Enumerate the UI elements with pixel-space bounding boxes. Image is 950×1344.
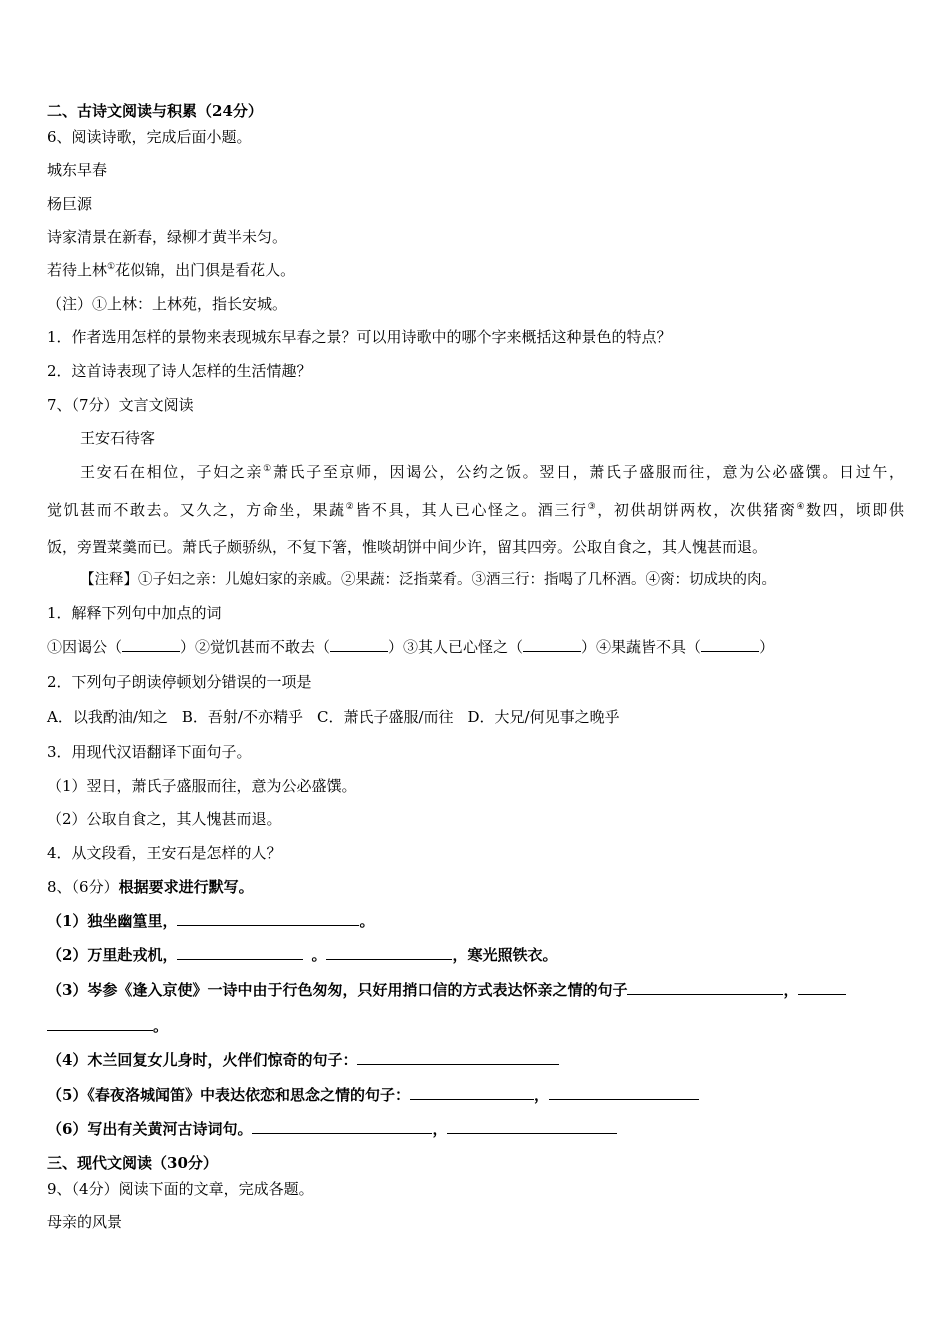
q8-l3-text: （3）岑参《逢入京使》一诗中由于行色匆匆，只好用捎口信的方式表达怀亲之情的句子 [47, 981, 628, 999]
q9-title: 母亲的风景 [47, 1213, 123, 1231]
q8-l6-comma: ， [432, 1120, 448, 1138]
word-item-3: ）③其人已心怪之（ [388, 638, 524, 656]
footnote-mark: ④ [796, 502, 807, 512]
poem-note: （注）①上林：上林苑，指长安城。 [47, 295, 288, 313]
footnote-mark: ② [345, 502, 356, 512]
q8-line-5 [47, 1085, 699, 1105]
option-d[interactable]: D．大兄/何见事之晚乎 [467, 708, 620, 726]
paren-close: ） [759, 638, 775, 656]
answer-blank[interactable] [447, 1119, 617, 1134]
q7-sub3: 3．用现代汉语翻译下面句子。 [47, 743, 252, 761]
poem-line-2-part-a: 若待上林 [47, 261, 108, 279]
poem-author: 杨巨源 [47, 195, 93, 213]
answer-blank[interactable] [326, 945, 452, 960]
q7-sub2: 2．下列句子朗读停顿划分错误的一项是 [47, 673, 312, 691]
poem-line-2-part-b: 花似锦，出门俱是看花人。 [115, 261, 296, 279]
answer-blank[interactable] [330, 637, 388, 652]
q8-l5-comma: ， [533, 1086, 549, 1104]
q7-sub1: 1．解释下列句中加点的词 [47, 604, 222, 622]
poem-line-2 [47, 260, 295, 280]
option-a[interactable]: A．以我酌油/知之 [47, 708, 168, 726]
q8-line-4 [47, 1050, 559, 1070]
q7-sub3-1: （1）翌日，萧氏子盛服而往，意为公必盛馔。 [47, 777, 357, 795]
poem-title: 城东早春 [47, 161, 108, 179]
q7-sub2-options [47, 707, 620, 727]
q8-instruction: 根据要求进行默写。 [118, 878, 254, 896]
q8-line-3-cont [47, 1016, 168, 1036]
word-item-2: ）②觉饥甚而不敢去（ [180, 638, 331, 656]
answer-blank[interactable] [627, 980, 783, 995]
q7-sub3-2: （2）公取自食之，其人愧甚而退。 [47, 810, 282, 828]
q8-line-3 [47, 980, 846, 1000]
footnote-mark: ① [263, 464, 273, 474]
footnote-mark: ① [107, 262, 116, 272]
q8-line-1 [47, 911, 374, 931]
answer-blank[interactable] [523, 637, 581, 652]
q8-l2-mid: 。 [311, 946, 327, 964]
para-2-part-b: 皆不具，其人已心怪之。酒三行 [355, 501, 588, 519]
para-2-part-d: 数四，顷即供 [806, 501, 904, 519]
answer-blank[interactable] [549, 1085, 699, 1100]
option-c[interactable]: C．萧氏子盛服/而往 [316, 708, 454, 726]
q7-para-line-2 [47, 500, 904, 520]
q8-l1-end: 。 [359, 912, 375, 930]
q6-sub2: 2．这首诗表现了诗人怎样的生活情趣？ [47, 362, 312, 380]
answer-blank[interactable] [701, 637, 759, 652]
word-item-4: ）④果蔬皆不具（ [581, 638, 702, 656]
para-1-part-b: 萧氏子至京师，因谒公，公约之饭。翌日，萧氏子盛服而往，意为公必盛馔。日过午， [272, 463, 904, 481]
word-item-1: ①因谒公（ [47, 638, 123, 656]
q7-intro: 7、（7分）文言文阅读 [47, 396, 194, 414]
q8-line-2 [47, 945, 557, 965]
para-2-part-c: ，初供胡饼两枚，次供猪脔 [597, 501, 797, 519]
answer-blank[interactable] [798, 980, 846, 995]
q6-sub1: 1．作者选用怎样的景物来表现城东早春之景？可以用诗歌中的哪个字来概括这种景色的特点？ [47, 328, 672, 346]
answer-blank[interactable] [177, 945, 303, 960]
q7-sub1-items [47, 637, 774, 657]
q7-sub4: 4．从文段看，王安石是怎样的人？ [47, 844, 282, 862]
q8-score: 8、（6分） [47, 878, 119, 896]
q7-notes: 【注释】①子妇之亲：儿媳妇家的亲戚。②果蔬：泛指菜肴。③酒三行：指喝了几杯酒。④脔：切成块的肉。 [80, 572, 776, 588]
answer-blank[interactable] [410, 1085, 534, 1100]
q7-para-line-3: 饭，旁置菜羹而已。萧氏子颇骄纵，不复下箸，惟啖胡饼中间少许，留其四旁。公取自食之，其人愧甚而退。 [47, 538, 768, 556]
para-1-part-a: 王安石在相位，子妇之亲 [80, 463, 264, 481]
q8-l6-text: （6）写出有关黄河古诗词句。 [47, 1120, 253, 1138]
answer-blank[interactable] [47, 1016, 153, 1031]
para-2-part-a: 觉饥甚而不敢去。又久之，方命坐，果蔬 [47, 501, 346, 519]
option-b[interactable]: B．吾射/不亦精乎 [181, 708, 303, 726]
answer-blank[interactable] [177, 911, 359, 926]
q7-title: 王安石待客 [80, 429, 156, 447]
q7-para-line-1 [80, 462, 904, 482]
q8-l3-comma: ， [783, 981, 799, 999]
q8-intro [47, 877, 254, 897]
q8-l2-text: （2）万里赴戎机， [47, 946, 178, 964]
q8-l4-text: （4）木兰回复女儿身时，火伴们惊奇的句子： [47, 1051, 358, 1069]
q8-line-6 [47, 1119, 617, 1139]
q8-l3-end: 。 [153, 1017, 169, 1035]
poem-line-1: 诗家清景在新春，绿柳才黄半未匀。 [47, 228, 288, 246]
section3-heading: 三、现代文阅读（30分） [47, 1154, 218, 1172]
q9-intro: 9、（4分）阅读下面的文章，完成各题。 [47, 1180, 314, 1198]
q8-l2-end: ，寒光照铁衣。 [452, 946, 558, 964]
q8-l5-text: （5）《春夜洛城闻笛》中表达依恋和思念之情的句子： [47, 1086, 410, 1104]
answer-blank[interactable] [122, 637, 180, 652]
footnote-mark: ③ [587, 502, 598, 512]
answer-blank[interactable] [252, 1119, 432, 1134]
answer-blank[interactable] [357, 1050, 559, 1065]
q6-intro: 6、阅读诗歌，完成后面小题。 [47, 128, 252, 146]
q8-l1-text: （1）独坐幽篁里， [47, 912, 178, 930]
section2-heading: 二、古诗文阅读与积累（24分） [47, 102, 263, 120]
